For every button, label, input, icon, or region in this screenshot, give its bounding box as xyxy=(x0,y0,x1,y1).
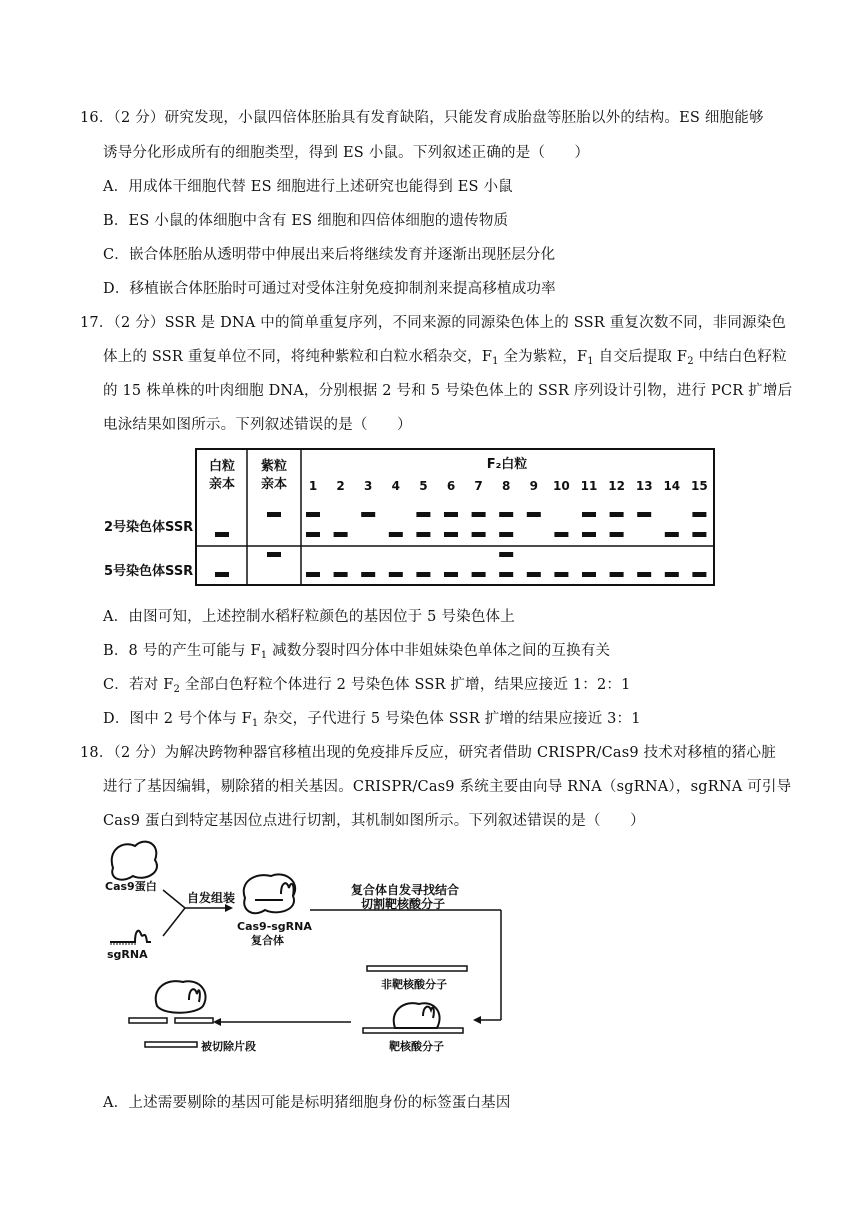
lane-number: 10 xyxy=(553,479,570,493)
lane-number: 6 xyxy=(446,479,456,493)
q16-option-a: A．用成体干细胞代替 ES 细胞进行上述研究也能得到 ES 小鼠 xyxy=(103,179,513,195)
gel-band xyxy=(554,532,568,537)
q17-stem-line1: 17．（2 分）SSR 是 DNA 中的简单重复序列，不同来源的同源染色体上的 SSR 重复次数不同，非同源染色 xyxy=(80,315,787,331)
gel-band xyxy=(334,572,348,577)
q16-option-b: B．ES 小鼠的体细胞中含有 ES 细胞和四倍体细胞的遗传物质 xyxy=(103,213,509,229)
crispr-mechanism-diagram xyxy=(105,838,525,1078)
electrophoresis-figure xyxy=(195,448,715,588)
lane-number: 2 xyxy=(336,479,345,493)
q16-option-c: C．嵌合体胚胎从透明带中伸展出来后将继续发育并逐渐出现胚层分化 xyxy=(103,247,556,263)
gel-band xyxy=(582,512,596,517)
q16-stem-line2: 诱导分化形成所有的细胞类型，得到 ES 小鼠。下列叙述正确的是（ ） xyxy=(103,145,590,161)
lane-number: 8 xyxy=(502,479,511,493)
gel-band xyxy=(499,512,513,517)
q16-stem-line1: 16．（2 分）研究发现，小鼠四倍体胚胎具有发育缺陷，只能发育成胎盘等胚胎以外的结构。ES 细胞能够 xyxy=(80,110,764,126)
gel-band xyxy=(527,572,541,577)
gel-band xyxy=(389,572,403,577)
gel-band xyxy=(444,512,458,517)
non-target-dna-icon xyxy=(367,966,467,971)
label-complex-2: 复合体 xyxy=(251,934,284,947)
gel-band xyxy=(610,532,624,537)
q17-option-c: C．若对 $F_2$ 全部白色籽粒个体进行 2 号染色体 SSR 扩增，结果应接近 1：2：1 xyxy=(103,677,631,695)
released-complex-icon xyxy=(156,981,206,1013)
q17-stem-line4: 电泳结果如图所示。下列叙述错误的是（ ） xyxy=(103,417,412,433)
gel-band xyxy=(334,532,348,537)
lane-number: 4 xyxy=(391,479,400,493)
header-purple-parent-2: 亲本 xyxy=(260,477,288,492)
q18-stem-line3: Cas9 蛋白到特定基因位点进行切割，其机制如图所示。下列叙述错误的是（ ） xyxy=(103,813,645,829)
gel-band xyxy=(361,512,375,517)
gel-band xyxy=(527,512,541,517)
lane-number: 14 xyxy=(663,479,681,493)
lane-number: 7 xyxy=(474,479,483,493)
gel-band xyxy=(215,532,229,537)
q18-stem-line1: 18．（2 分）为解决跨物种器官移植出现的免疫排斥反应，研究者借助 CRISPR/Cas9 技术对移植的猪心脏 xyxy=(80,745,776,761)
lane-number: 15 xyxy=(691,479,708,493)
gel-band xyxy=(582,532,596,537)
gel-band xyxy=(499,552,513,557)
gel-band xyxy=(306,512,320,517)
lane-number: 13 xyxy=(635,479,653,493)
gel-band xyxy=(444,532,458,537)
lane-number: 3 xyxy=(364,479,373,493)
q17-option-b: B．8 号的产生可能与 $F_1$ 减数分裂时四分体中非姐妹染色单体之间的互换有关 xyxy=(103,643,611,661)
label-non-target: 非靶核酸分子 xyxy=(381,978,447,991)
row-label-chr2: 2号染色体SSR xyxy=(104,520,194,535)
gel-band xyxy=(416,512,430,517)
lane-number: 9 xyxy=(529,479,538,493)
gel-band xyxy=(416,532,430,537)
header-f2-white: F₂白粒 xyxy=(486,457,528,472)
header-purple-parent: 紫粒 xyxy=(260,459,288,474)
q18-stem-line2: 进行了基因编辑，剔除猪的相关基因。CRISPR/Cas9 系统主要由向导 RNA（sgRNA），sgRNA 可引导 xyxy=(103,779,792,795)
cas9-protein-icon xyxy=(112,842,157,880)
label-fragment: 被切除片段 xyxy=(201,1040,256,1053)
gel-band xyxy=(554,572,568,577)
gel-band xyxy=(472,532,486,537)
cas9-sgrna-complex-icon xyxy=(244,874,295,913)
gel-band xyxy=(267,552,281,557)
gel-band xyxy=(306,532,320,537)
cut-dna-right-icon xyxy=(175,1018,213,1023)
header-white-parent-2: 亲本 xyxy=(208,477,236,492)
q17-option-a: A．由图可知，上述控制水稻籽粒颜色的基因位于 5 号染色体上 xyxy=(103,609,515,625)
gel-band xyxy=(582,572,596,577)
gel-band xyxy=(665,572,679,577)
gel-band xyxy=(610,512,624,517)
sgrna-icon xyxy=(110,931,151,942)
label-search-2: 切割靶核酸分子 xyxy=(361,897,446,911)
gel-band xyxy=(306,572,320,577)
q18-option-a: A．上述需要剔除的基因可能是标明猪细胞身份的标签蛋白基因 xyxy=(103,1095,511,1111)
q17-stem-line3: 的 15 株单株的叶肉细胞 DNA，分别根据 2 号和 5 号染色体上的 SSR 序列设计引物，进行 PCR 扩增后 xyxy=(103,383,793,399)
label-cas9: Cas9蛋白 xyxy=(105,880,157,893)
header-white-parent: 白粒 xyxy=(208,459,236,474)
lane-number: 5 xyxy=(419,479,428,493)
q16-option-d: D．移植嵌合体胚胎时可通过对受体注射免疫抑制剂来提高移植成功率 xyxy=(103,281,556,297)
gel-band xyxy=(499,532,513,537)
lane-number: 1 xyxy=(308,479,318,493)
gel-band xyxy=(267,512,281,517)
label-target: 靶核酸分子 xyxy=(389,1040,444,1053)
label-search-1: 复合体自发寻找结合 xyxy=(351,883,460,897)
row-label-chr5: 5号染色体SSR xyxy=(104,564,194,579)
lane-number: 12 xyxy=(608,479,625,493)
label-complex-1: Cas9-sgRNA xyxy=(237,920,312,933)
excised-fragment-icon xyxy=(145,1042,197,1047)
gel-band xyxy=(637,572,651,577)
gel-band xyxy=(215,572,229,577)
q17-option-d: D．图中 2 号个体与 $F_1$ 杂交，子代进行 5 号染色体 SSR 扩增的结果应接近 3：1 xyxy=(103,711,641,729)
gel-band xyxy=(610,572,624,577)
gel-band xyxy=(389,532,403,537)
label-self-assembly: 自发组装 xyxy=(187,891,236,905)
cut-dna-left-icon xyxy=(129,1018,167,1023)
gel-band xyxy=(665,532,679,537)
gel-band xyxy=(472,572,486,577)
q17-stem-line2: 体上的 SSR 重复单位不同，将纯种紫粒和白粒水稻杂交，$F_1$ 全为紫粒，$F_1$ 自交后提取 $F_2$ 中结白色籽粒 xyxy=(103,349,787,367)
gel-band xyxy=(499,572,513,577)
gel-band xyxy=(361,572,375,577)
gel-band xyxy=(472,512,486,517)
gel-band xyxy=(692,512,706,517)
lane-number: 11 xyxy=(580,479,598,493)
label-sgrna: sgRNA xyxy=(107,948,148,961)
gel-band xyxy=(444,572,458,577)
gel-band xyxy=(692,572,706,577)
gel-band xyxy=(637,512,651,517)
gel-band xyxy=(692,532,706,537)
gel-band xyxy=(416,572,430,577)
